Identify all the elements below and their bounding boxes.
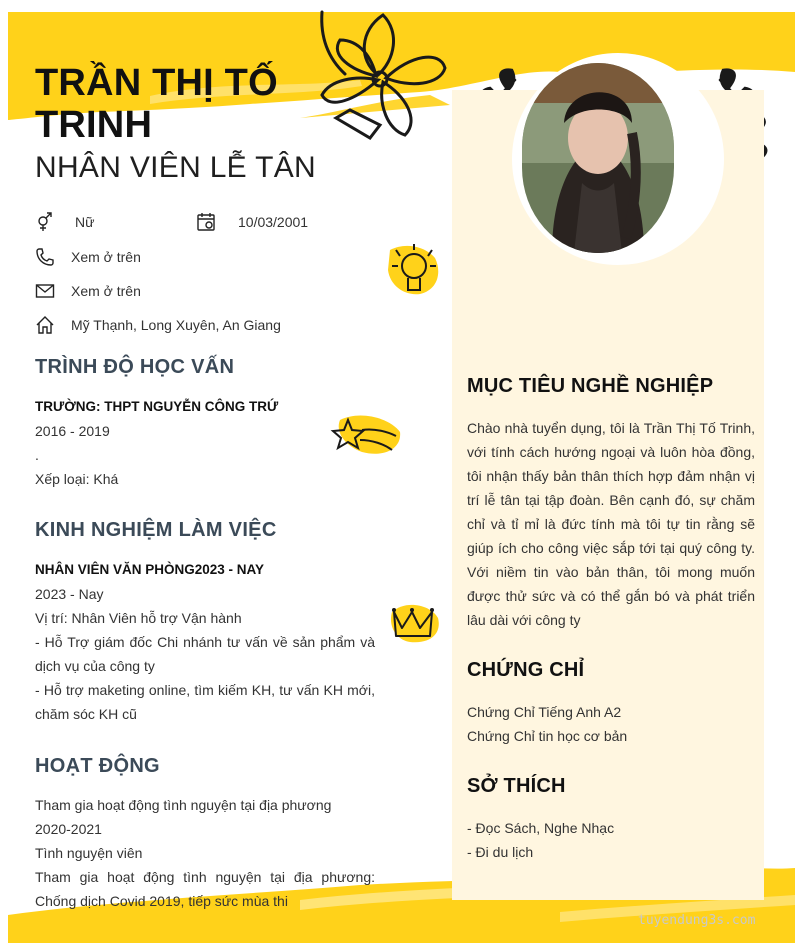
activity-line: Tình nguyện viên xyxy=(35,845,143,861)
experience-title: KINH NGHIỆM LÀM VIỆC xyxy=(35,519,277,541)
hobbies-title: SỞ THÍCH xyxy=(467,775,566,797)
experience-job: NHÂN VIÊN VĂN PHÒNG2023 - NAY xyxy=(35,562,265,577)
education-title: TRÌNH ĐỘ HỌC VẤN xyxy=(35,356,235,378)
activities-title: HOẠT ĐỘNG xyxy=(35,755,160,777)
activity-line: Tham gia hoạt động tình nguyện tại địa phương: xyxy=(35,869,375,885)
objective-line: được thử sức và có thể gắn bó và phát triển xyxy=(467,588,755,604)
dob-value: 10/03/2001 xyxy=(238,214,309,230)
objective-line: Chào nhà tuyển dụng, tôi là Trần Thị Tố Trinh, xyxy=(467,420,755,436)
education-dot: . xyxy=(35,447,39,463)
calendar-icon xyxy=(196,212,216,232)
activity-line: Chống dịch Covid 2019, tiếp sức mùa thi xyxy=(35,893,288,909)
gender-value: Nữ xyxy=(75,214,95,230)
email-icon xyxy=(35,281,55,301)
objective-line: với tính cách hướng ngoại và luôn hòa đồng, xyxy=(467,444,755,460)
objective-line: chỉ và tỉ mỉ là đức tính mà tôi tự tin rằng sẽ xyxy=(467,516,755,532)
certificates-title: CHỨNG CHỈ xyxy=(467,659,585,681)
objective-line: tôi nhận thấy bản thân thích hợp đảm nhận vị xyxy=(467,468,755,484)
certificate-item: Chứng Chỉ Tiếng Anh A2 xyxy=(467,704,622,720)
phone-value: Xem ở trên xyxy=(71,249,141,265)
address-value: Mỹ Thạnh, Long Xuyên, An Giang xyxy=(71,317,281,333)
avatar xyxy=(522,63,674,253)
objective-line: Với niềm tin vào bản thân, tôi mong muốn xyxy=(467,564,755,580)
dob-row xyxy=(196,212,308,232)
gender-row xyxy=(35,212,94,232)
objective-line: lâu dài với công ty xyxy=(467,612,581,628)
crown-icon xyxy=(391,605,439,642)
activity-line: Tham gia hoạt động tình nguyện tại địa phương xyxy=(35,797,332,813)
education-school: TRƯỜNG: THPT NGUYỄN CÔNG TRỨ xyxy=(35,399,279,414)
gender-icon xyxy=(35,212,55,232)
experience-position: Vị trí: Nhân Viên hỗ trợ Vận hành xyxy=(35,610,242,626)
lightbulb-icon xyxy=(388,244,438,294)
objective-title: MỤC TIÊU NGHỀ NGHIỆP xyxy=(467,375,714,397)
home-icon xyxy=(35,315,55,335)
experience-period: 2023 - Nay xyxy=(35,586,104,602)
objective-line: trí lễ tân tại tập đoàn. Bên cạnh đó, sự chăm xyxy=(467,492,755,508)
education-years: 2016 - 2019 xyxy=(35,423,110,439)
address-row xyxy=(35,315,281,335)
phone-icon xyxy=(35,247,55,267)
email-value: Xem ở trên xyxy=(71,283,141,299)
phone-row xyxy=(35,247,141,267)
watermark: tuyendung3s.com xyxy=(638,913,756,928)
job-title: NHÂN VIÊN LỄ TÂN xyxy=(35,151,316,184)
activity-line: 2020-2021 xyxy=(35,821,102,837)
education-grade: Xếp loại: Khá xyxy=(35,471,119,487)
objective-line: giúp ích cho công việc sắp tới tại quý công ty. xyxy=(467,540,755,556)
experience-duty-1b: dịch vụ của công ty xyxy=(35,658,155,674)
email-row xyxy=(35,281,141,301)
experience-duty-2a: - Hỗ trợ maketing online, tìm kiếm KH, tư vấn KH mới, xyxy=(35,682,375,698)
hobby-item: - Đọc Sách, Nghe Nhạc xyxy=(467,820,615,836)
certificate-item: Chứng Chỉ tin học cơ bản xyxy=(467,728,628,744)
candidate-name: TRẦN THỊ TỐ TRINH xyxy=(35,62,278,146)
hobby-item: - Đi du lịch xyxy=(467,844,534,860)
experience-duty-1a: - Hỗ Trợ giám đốc Chi nhánh tư vấn về sản phẩm và xyxy=(35,634,375,650)
experience-duty-2b: chăm sóc KH cũ xyxy=(35,706,137,722)
